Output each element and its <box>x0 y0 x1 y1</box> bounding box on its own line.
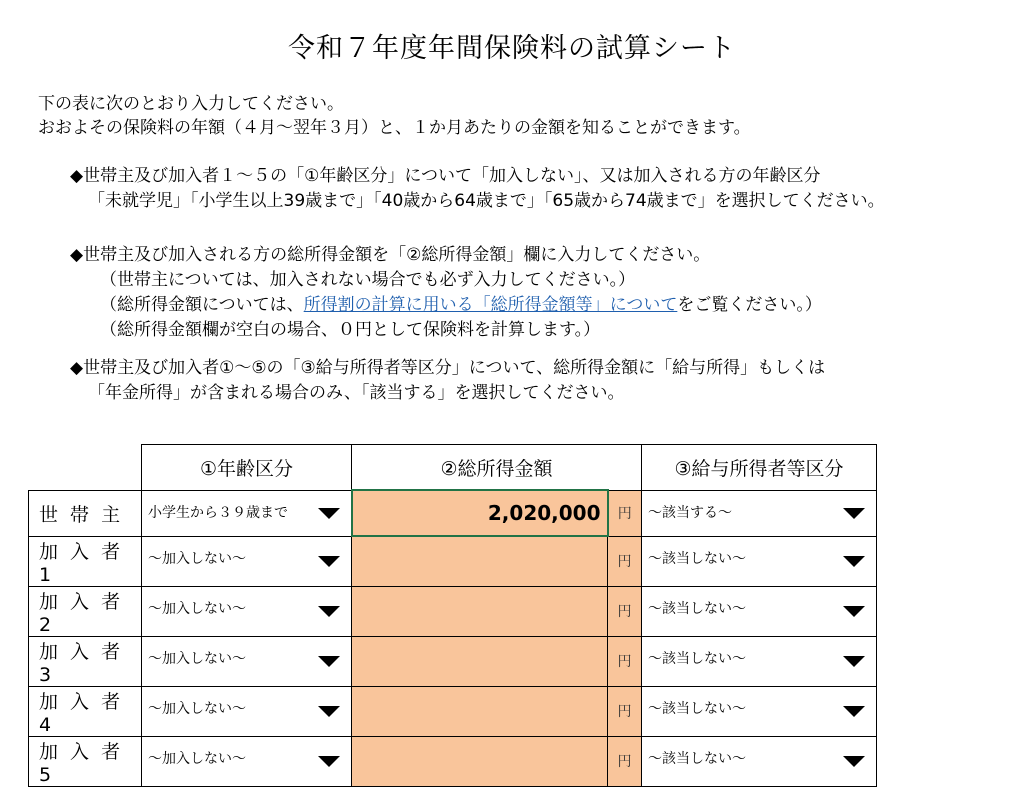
intro-line-2: おおよその保険料の年額（４月～翌年３月）と、１か月あたりの金額を知ることができます。 <box>38 118 751 138</box>
note-age <box>70 164 885 214</box>
table-row <box>29 490 877 536</box>
triangle-down-icon <box>843 756 865 767</box>
triangle-down-icon <box>843 656 865 667</box>
note-salary-line-2: 「年金所得」が含まれる場合のみ、「該当する」を選択してください。 <box>88 383 625 403</box>
dropdown-arrow-button[interactable] <box>307 737 351 786</box>
row-label: 加 入 者 4 <box>29 686 142 736</box>
table-row <box>29 586 877 636</box>
intro-line-1: 下の表に次のとおり入力してください。 <box>38 94 344 114</box>
intro-text <box>38 92 751 140</box>
age-dropdown[interactable] <box>142 536 352 586</box>
note-income-line-3-suffix: をご覧ください。） <box>677 295 822 315</box>
header-salary: ③給与所得者等区分 <box>642 445 877 491</box>
salary-dropdown-value: ～該当しない～ <box>648 750 746 767</box>
age-dropdown[interactable] <box>142 636 352 686</box>
age-dropdown[interactable] <box>142 586 352 636</box>
note-age-line-2: 「未就学児」「小学生以上39歳まで」「40歳から64歳まで」「65歳から74歳まで」を選択してください。 <box>88 191 885 211</box>
dropdown-arrow-button[interactable] <box>832 537 876 586</box>
yen-unit: 円 <box>608 686 642 736</box>
age-dropdown-value: ～加入しない～ <box>148 600 246 617</box>
note-income-line-2: （世帯主については、加入されない場合でも必ず入力してください。） <box>100 270 636 290</box>
triangle-down-icon <box>318 706 340 717</box>
salary-dropdown-value: ～該当する～ <box>648 504 732 521</box>
table-row <box>29 536 877 586</box>
age-dropdown[interactable] <box>142 736 352 786</box>
triangle-down-icon <box>843 706 865 717</box>
dropdown-arrow-button[interactable] <box>307 637 351 686</box>
table-row <box>29 686 877 736</box>
triangle-down-icon <box>843 556 865 567</box>
row-label: 世 帯 主 <box>29 490 142 536</box>
note-salary-line-1: ◆世帯主及び加入者①～⑤の「③給与所得者等区分」について、総所得金額に「給与所得」もしくは <box>70 358 826 378</box>
triangle-down-icon <box>318 656 340 667</box>
salary-dropdown[interactable] <box>642 586 877 636</box>
salary-dropdown-value: ～該当しない～ <box>648 550 746 567</box>
income-input[interactable] <box>352 636 608 686</box>
note-income-line-4: （総所得金額欄が空白の場合、０円として保険料を計算します。） <box>100 320 601 340</box>
header-age: ①年齢区分 <box>142 445 352 491</box>
dropdown-arrow-button[interactable] <box>832 587 876 636</box>
age-dropdown-value: ～加入しない～ <box>148 700 246 717</box>
dropdown-arrow-button[interactable] <box>307 587 351 636</box>
income-value: 2,020,000 <box>487 501 601 525</box>
salary-dropdown[interactable] <box>642 490 877 536</box>
header-income: ②総所得金額 <box>352 445 642 491</box>
header-blank-cell <box>29 445 142 491</box>
dropdown-arrow-button[interactable] <box>832 687 876 736</box>
yen-unit: 円 <box>608 736 642 786</box>
triangle-down-icon <box>318 756 340 767</box>
dropdown-arrow-button[interactable] <box>832 637 876 686</box>
salary-dropdown-value: ～該当しない～ <box>648 650 746 667</box>
triangle-down-icon <box>843 606 865 617</box>
income-input[interactable] <box>352 686 608 736</box>
note-salary <box>70 356 825 406</box>
input-table <box>28 444 877 787</box>
age-dropdown[interactable] <box>142 490 352 536</box>
salary-dropdown[interactable] <box>642 736 877 786</box>
yen-unit: 円 <box>608 586 642 636</box>
table-row <box>29 636 877 686</box>
yen-unit: 円 <box>608 636 642 686</box>
salary-dropdown[interactable] <box>642 636 877 686</box>
table-row <box>29 736 877 786</box>
row-label: 加 入 者 3 <box>29 636 142 686</box>
income-input[interactable] <box>352 586 608 636</box>
salary-dropdown[interactable] <box>642 536 877 586</box>
income-input[interactable] <box>352 536 608 586</box>
note-income-line-3-prefix: （総所得金額については、 <box>100 295 304 315</box>
note-income-line-1: ◆世帯主及び加入される方の総所得金額を「②総所得金額」欄に入力してください。 <box>70 245 711 265</box>
note-income <box>70 243 822 343</box>
triangle-down-icon <box>843 508 865 519</box>
triangle-down-icon <box>318 556 340 567</box>
age-dropdown-value: ～加入しない～ <box>148 650 246 667</box>
dropdown-arrow-button[interactable] <box>307 687 351 736</box>
note-age-line-1: ◆世帯主及び加入者１～５の「①年齢区分」について「加入しない」、又は加入される方の年齢区分 <box>70 166 821 186</box>
dropdown-arrow-button[interactable] <box>307 491 351 536</box>
dropdown-arrow-button[interactable] <box>832 737 876 786</box>
row-label: 加 入 者 2 <box>29 586 142 636</box>
salary-dropdown[interactable] <box>642 686 877 736</box>
dropdown-arrow-button[interactable] <box>307 537 351 586</box>
age-dropdown-value: ～加入しない～ <box>148 550 246 567</box>
yen-unit: 円 <box>608 536 642 586</box>
age-dropdown-value: ～加入しない～ <box>148 750 246 767</box>
age-dropdown[interactable] <box>142 686 352 736</box>
dropdown-arrow-button[interactable] <box>832 491 876 536</box>
income-input[interactable] <box>352 736 608 786</box>
income-input[interactable] <box>352 490 608 536</box>
age-dropdown-value: 小学生から３９歳まで <box>148 504 288 521</box>
salary-dropdown-value: ～該当しない～ <box>648 700 746 717</box>
triangle-down-icon <box>318 508 340 519</box>
salary-dropdown-value: ～該当しない～ <box>648 600 746 617</box>
note-income-line-3 <box>70 293 822 318</box>
page-title: 令和７年度年間保険料の試算シート <box>288 33 736 64</box>
row-label: 加 入 者 1 <box>29 536 142 586</box>
triangle-down-icon <box>318 606 340 617</box>
row-label: 加 入 者 5 <box>29 736 142 786</box>
income-definition-link[interactable]: 所得割の計算に用いる「総所得金額等」について <box>303 295 678 315</box>
yen-unit: 円 <box>608 490 642 536</box>
table-header-row <box>29 445 877 491</box>
